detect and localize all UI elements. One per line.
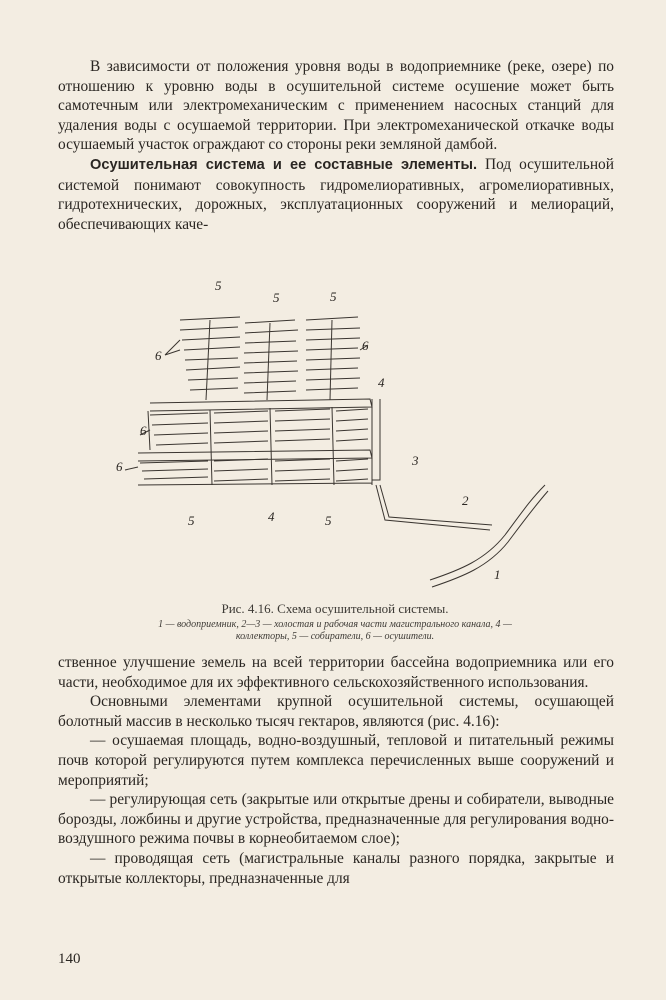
label-6-c: 6	[140, 423, 147, 438]
label-5-e: 5	[325, 513, 332, 528]
label-5-d: 5	[188, 513, 195, 528]
list-item-conducting-network: — проводящая сеть (магистральные каналы разного порядка, закрытые и открытые коллекторы, предназначенные для	[58, 849, 614, 887]
paragraph-continuation: ственное улучшение земель на всей территории бассейна водоприемника или его части, необходимое для их эффективного сельскохозяйственного использования.	[58, 654, 614, 691]
label-6-a: 6	[155, 348, 162, 363]
section-paragraph	[58, 155, 614, 234]
label-5-a: 5	[215, 278, 222, 293]
section-heading: Осушительная система и ее составные элементы.	[90, 156, 478, 173]
drainage-scheme-figure	[110, 275, 560, 595]
drainage-scheme-diagram	[110, 275, 560, 595]
list-item-regulating-network: — регулирующая сеть (закрытые или открытые дрены и собиратели, выводные борозды, ложбины и другие устройства, предназначенные для регулирования водно-воздушного режима почвы в корнеобитаемом слое);	[58, 791, 614, 848]
bottom-text-block	[58, 653, 614, 888]
label-2: 2	[462, 493, 469, 508]
paragraph-1: В зависимости от положения уровня воды в водоприемнике (реке, озере) по отношению к уровню воды в осушительной системе осушение может быть самотечным или электромеханическим с применением насосных станций для удаления воды с осушаемой территории. При электромеханической откачке воды осушаемый участок ограждают со стороны реки земляной дамбой.	[58, 58, 614, 154]
page-number: 140	[58, 951, 81, 967]
label-5-c: 5	[330, 289, 337, 304]
label-5-b: 5	[273, 290, 280, 305]
label-4-a: 4	[378, 375, 385, 390]
paragraph-elements: Основными элементами крупной осушительной системы, осушающей болотный массив в несколько тысяч гектаров, являются (рис. 4.16):	[58, 693, 614, 730]
list-item-area: — осушаемая площадь, водно-воздушный, тепловой и питательный режимы почв которой регулируются путем комплекса перечисленных выше сооружений и мероприятий;	[58, 732, 614, 789]
section-text: Под осушительной системой понимают совокупность гидромелиоративных, агромелиоративных, гидротехнических, дорожных, эксплуатационных сооружений и мелиораций, обеспечивающих каче-	[58, 155, 614, 233]
top-text-block	[58, 57, 614, 234]
figure-caption-title: Рис. 4.16. Схема осушительной системы.	[221, 601, 449, 616]
label-4-b: 4	[268, 509, 275, 524]
label-6-d: 6	[116, 459, 123, 474]
label-3: 3	[412, 453, 419, 468]
figure-caption-legend: 1 — водоприемник, 2—3 — холостая и рабочая части магистрального канала, 4 — коллекторы, 5 — собиратели, 6 — осушители.	[158, 619, 512, 642]
label-6-b: 6	[362, 338, 369, 353]
label-1: 1	[494, 567, 501, 582]
